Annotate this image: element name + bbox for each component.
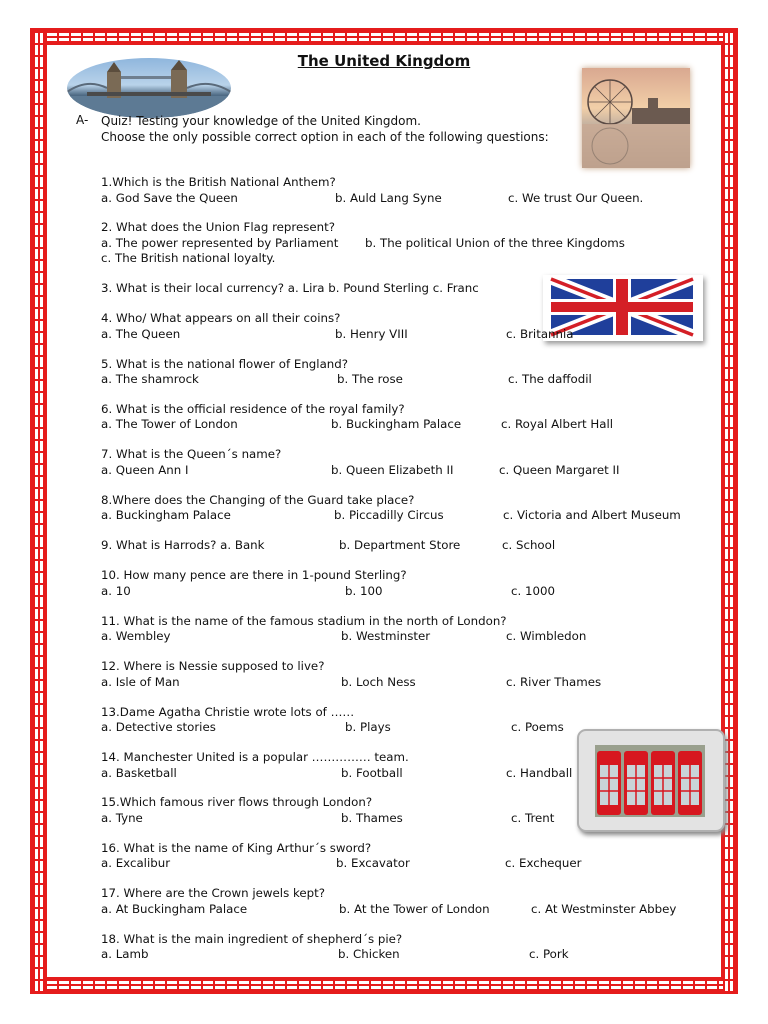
question-text: 6. What is the official residence of the royal family? [101, 401, 405, 416]
question-3 [101, 281, 711, 311]
question-12 [101, 659, 711, 704]
option-c[interactable]: c. Handball [506, 765, 573, 780]
option-b[interactable]: b. Westminster [341, 629, 431, 644]
option-b[interactable]: b. 100 [345, 583, 383, 598]
option-c[interactable]: c. Victoria and Albert Museum [503, 508, 681, 523]
option-c[interactable]: c. The British national loyalty. [101, 251, 276, 266]
question-14 [101, 750, 711, 795]
option-c[interactable]: c. Royal Albert Hall [501, 417, 614, 432]
instructions-line-1: Quiz! Testing your knowledge of the United Kingdom. [101, 114, 421, 128]
question-list [101, 175, 711, 977]
question-text: 12. Where is Nessie supposed to live? [101, 659, 325, 674]
question-text: 11. What is the name of the famous stadium in the north of London? [101, 613, 507, 628]
option-b[interactable]: b. At the Tower of London [339, 901, 490, 916]
option-c[interactable]: c. School [502, 538, 556, 553]
option-c[interactable]: c. Trent [511, 810, 555, 825]
question-text: 7. What is the Queen´s name? [101, 447, 282, 462]
question-15 [101, 795, 711, 840]
question-18 [101, 932, 711, 977]
option-b[interactable]: b. The political Union of the three Kingdoms [365, 235, 625, 250]
option-a[interactable]: a. Isle of Man [101, 674, 180, 689]
question-9 [101, 538, 711, 568]
question-text: 8.Where does the Changing of the Guard take place? [101, 492, 415, 507]
option-a[interactable]: a. Tyne [101, 810, 143, 825]
question-16 [101, 841, 711, 886]
option-c[interactable]: c. At Westminster Abbey [531, 901, 677, 916]
option-a[interactable]: a. The Queen [101, 326, 181, 341]
question-text: 4. Who/ What appears on all their coins? [101, 311, 341, 326]
question-5 [101, 357, 711, 402]
option-b[interactable]: b. Queen Elizabeth II [331, 462, 454, 477]
option-b[interactable]: b. Department Store [339, 538, 461, 553]
option-b[interactable]: b. Henry VIII [335, 326, 408, 341]
instructions [101, 113, 549, 145]
option-c[interactable]: c. 1000 [511, 583, 556, 598]
option-c[interactable]: c. Poems [511, 720, 564, 735]
question-13 [101, 705, 711, 750]
question-8 [101, 493, 711, 538]
option-a[interactable]: a. Basketball [101, 765, 177, 780]
option-b[interactable]: b. Loch Ness [341, 674, 416, 689]
question-text: 15.Which famous river flows through London? [101, 795, 373, 810]
option-c[interactable]: c. Britannia [506, 326, 574, 341]
question-text: 2. What does the Union Flag represent? [101, 220, 336, 235]
option-c[interactable]: c. Queen Margaret II [499, 462, 620, 477]
border-pattern-left [33, 31, 45, 991]
question-1 [101, 175, 711, 220]
border-pattern-bottom [33, 979, 735, 991]
question-7 [101, 447, 711, 492]
question-text: 1.Which is the British National Anthem? [101, 175, 336, 189]
border-pattern-top [33, 31, 735, 43]
option-a[interactable]: a. 10 [101, 583, 131, 598]
question-10 [101, 568, 711, 613]
question-text: 18. What is the main ingredient of shepherd´s pie? [101, 931, 403, 946]
question-text: 5. What is the national flower of England? [101, 356, 349, 371]
option-b[interactable]: b. Piccadilly Circus [334, 508, 444, 523]
question-text: 3. What is their local currency? a. Lira b. Pound Sterling c. Franc [101, 281, 479, 296]
question-11 [101, 614, 711, 659]
option-a[interactable]: a. Queen Ann I [101, 462, 189, 477]
option-b[interactable]: b. Excavator [336, 856, 410, 871]
option-a[interactable]: a. The shamrock [101, 372, 199, 387]
option-a[interactable]: a. God Save the Queen [101, 190, 238, 205]
option-a[interactable]: a. The power represented by Parliament [101, 235, 339, 250]
option-b[interactable]: b. Thames [341, 810, 403, 825]
border-pattern-right [723, 31, 735, 991]
question-4 [101, 311, 711, 356]
option-c[interactable]: c. Wimbledon [506, 629, 587, 644]
option-a[interactable]: a. Detective stories [101, 720, 216, 735]
option-c[interactable]: c. We trust Our Queen. [508, 190, 644, 205]
question-2 [101, 220, 711, 281]
option-a[interactable]: a. Excalibur [101, 856, 171, 871]
question-text: 17. Where are the Crown jewels kept? [101, 886, 326, 901]
option-c[interactable]: c. Pork [529, 947, 569, 962]
question-17 [101, 886, 711, 931]
option-b[interactable]: b. Plays [345, 720, 391, 735]
option-a[interactable]: a. The Tower of London [101, 417, 238, 432]
question-text: 9. What is Harrods? a. Bank [101, 538, 265, 553]
question-text: 10. How many pence are there in 1-pound Sterling? [101, 568, 407, 583]
option-b[interactable]: b. Buckingham Palace [331, 417, 462, 432]
option-a[interactable]: a. Lamb [101, 947, 149, 962]
question-text: 14. Manchester United is a popular …………… team. [101, 750, 409, 764]
london-eye-image [582, 68, 690, 168]
option-c[interactable]: c. River Thames [506, 674, 602, 689]
option-a[interactable]: a. At Buckingham Palace [101, 901, 248, 916]
option-b[interactable]: b. Auld Lang Syne [335, 190, 442, 205]
section-label: A- [76, 113, 89, 127]
option-a[interactable]: a. Buckingham Palace [101, 508, 231, 523]
instructions-line-2: Choose the only possible correct option in each of the following questions: [101, 130, 549, 144]
question-6 [101, 402, 711, 447]
option-c[interactable]: c. The daffodil [508, 372, 592, 387]
option-c[interactable]: c. Exchequer [505, 856, 582, 871]
question-text: 13.Dame Agatha Christie wrote lots of …… [101, 704, 355, 719]
option-a[interactable]: a. Wembley [101, 629, 171, 644]
question-text: 16. What is the name of King Arthur´s sword? [101, 840, 372, 855]
option-b[interactable]: b. Chicken [338, 947, 400, 962]
option-b[interactable]: b. The rose [337, 372, 403, 387]
option-b[interactable]: b. Football [341, 765, 403, 780]
page-title: The United Kingdom [297, 52, 471, 70]
